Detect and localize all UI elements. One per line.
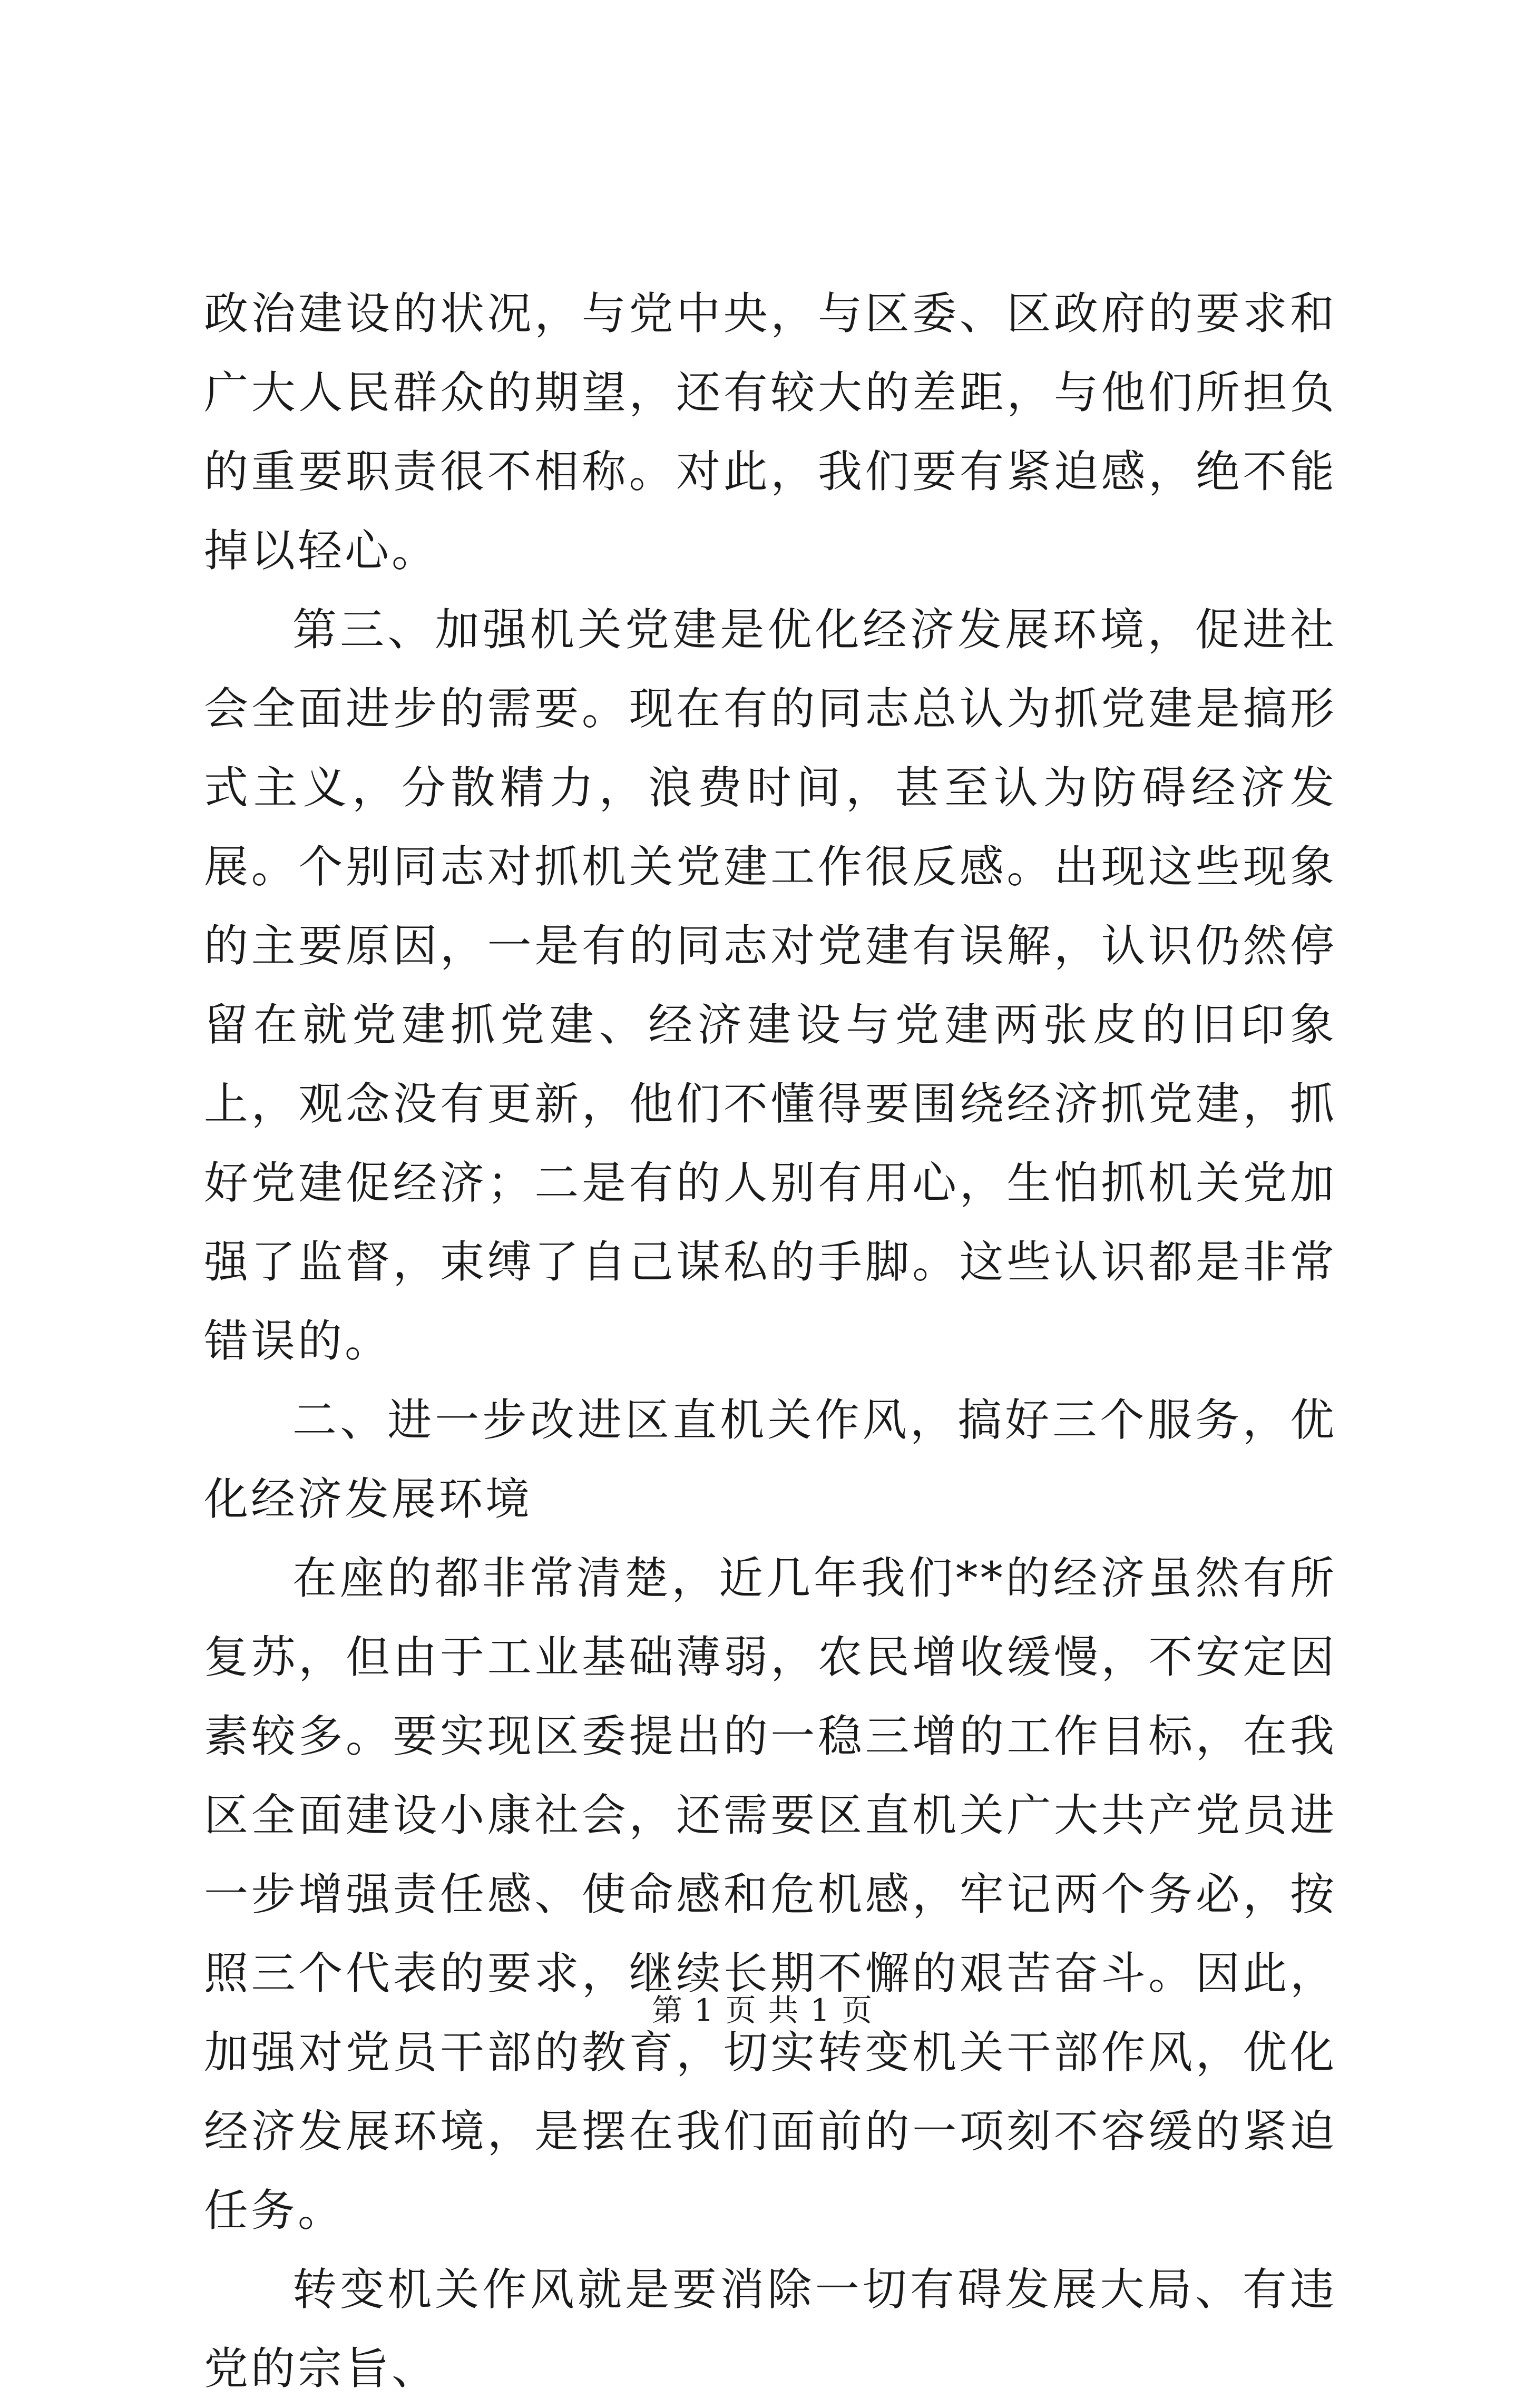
paragraph-work-style: 转变机关作风就是要消除一切有碍发展大局、有违党的宗旨、 <box>204 2264 1337 2394</box>
document-body <box>204 274 1337 2408</box>
page-footer: 第 1 页 共 1 页 <box>652 1992 873 2028</box>
section-heading-two: 二、进一步改进区直机关作风，搞好三个服务，优化经济发展环境 <box>204 1394 1337 1525</box>
paragraph-economy: 在座的都非常清楚，近几年我们**的经济虽然有所复苏，但由于工业基础薄弱，农民增收缓慢，不安定因素较多。要实现区委提出的一稳三增的工作目标，在我区全面建设小康社会，还需要区直机关广大共产党员进一步增强责任感、使命感和危机感，牢记两个务必，按照三个代表的要求，继续长期不懈的艰苦奋斗。因此，加强对党员干部的教育，切实转变机关干部作风，优化经济发展环境，是摆在我们面前的一项刻不容缓的紧迫任务。 <box>204 1552 1337 2236</box>
paragraph-third-point: 第三、加强机关党建是优化经济发展环境，促进社会全面进步的需要。现在有的同志总认为抓党建是搞形式主义，分散精力，浪费时间，甚至认为防碍经济发展。个别同志对抓机关党建工作很反感。出现这些现象的主要原因，一是有的同志对党建有误解，认识仍然停留在就党建抓党建、经济建设与党建两张皮的旧印象上，观念没有更新，他们不懂得要围绕经济抓党建，抓好党建促经济；二是有的人别有用心，生怕抓机关党加强了监督，束缚了自己谋私的手脚。这些认识都是非常错误的。 <box>204 604 1337 1367</box>
paragraph-continuation: 政治建设的状况，与党中央，与区委、区政府的要求和广大人民群众的期望，还有较大的差距，与他们所担负的重要职责很不相称。对此，我们要有紧迫感，绝不能掉以轻心。 <box>204 288 1337 576</box>
